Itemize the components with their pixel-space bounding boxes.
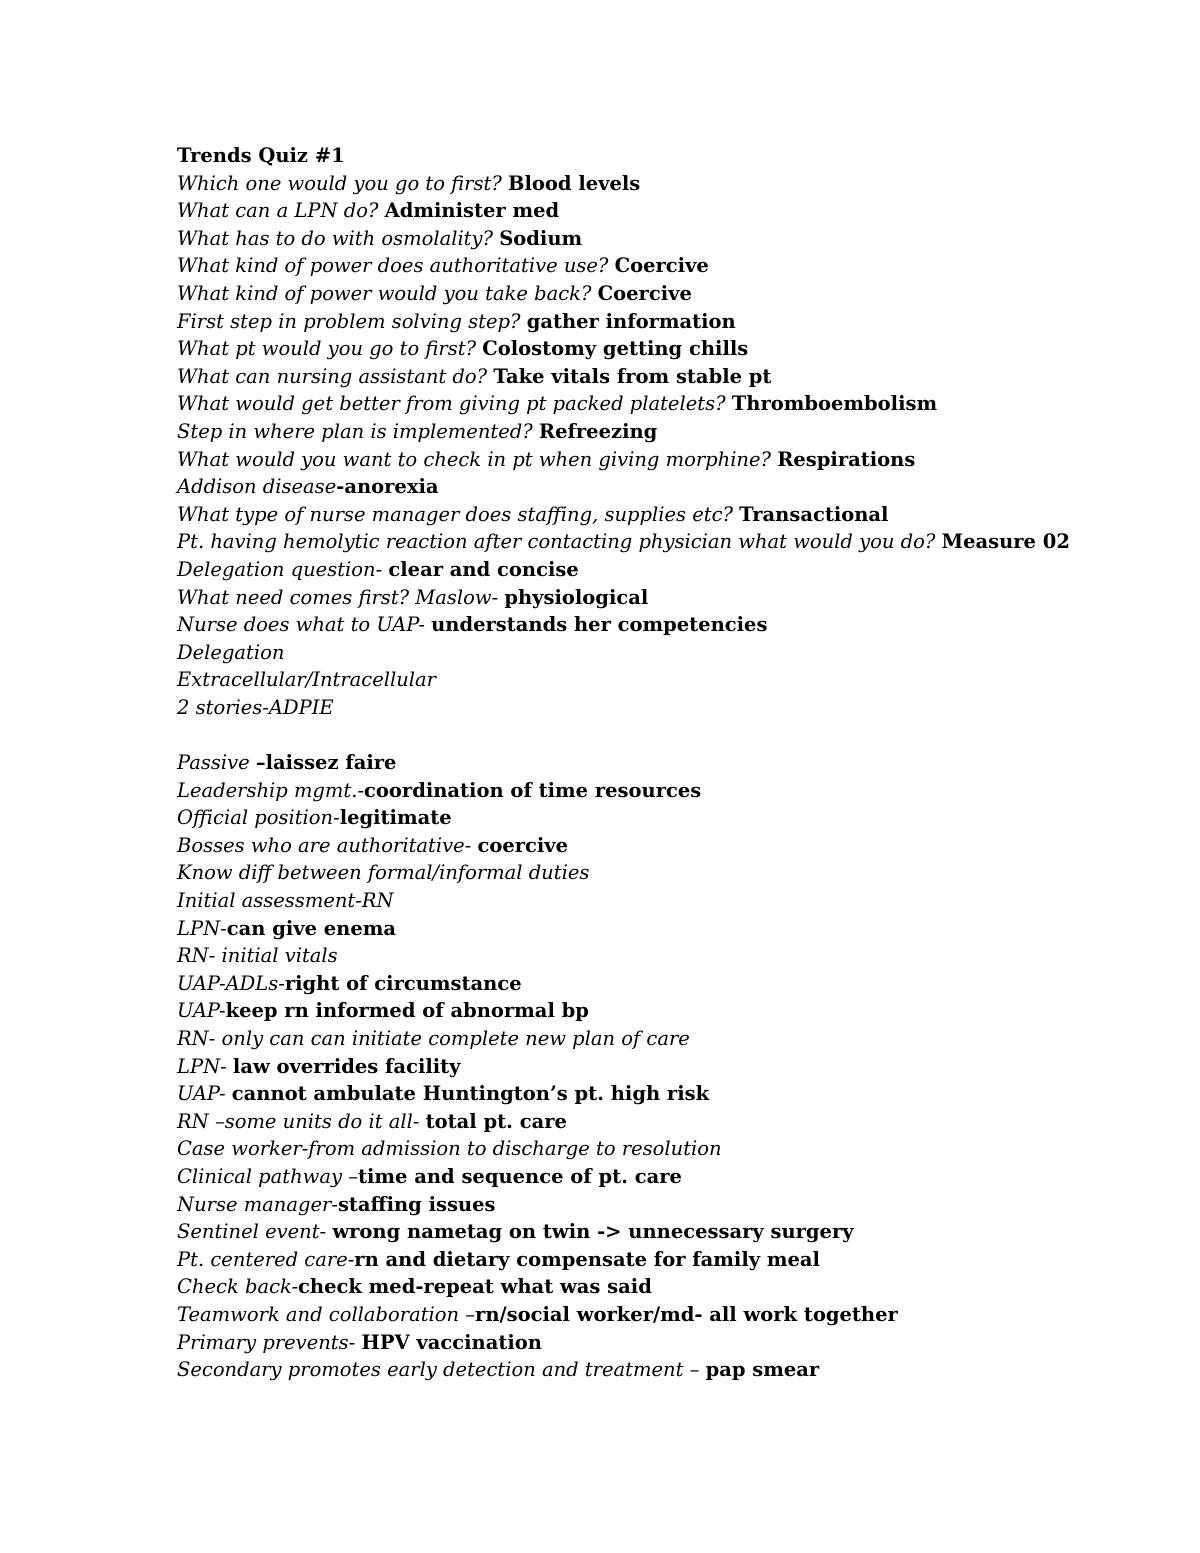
note-line — [177, 528, 1137, 556]
note-question: Delegation — [177, 640, 285, 664]
note-line — [177, 335, 1137, 363]
note-question: Primary prevents- — [177, 1330, 362, 1354]
note-line — [177, 1053, 1137, 1081]
note-line — [177, 390, 1137, 418]
note-line — [177, 997, 1137, 1025]
note-line — [177, 473, 1137, 501]
note-line — [177, 859, 1137, 887]
note-line — [177, 915, 1137, 943]
note-question: Initial assessment-RN — [177, 889, 394, 913]
note-answer: pap smear — [705, 1358, 820, 1382]
note-line — [177, 308, 1137, 336]
note-answer: –laissez faire — [255, 751, 397, 775]
note-question: Pt. centered care- — [177, 1247, 355, 1271]
note-answer: can give enema — [226, 916, 397, 940]
note-line — [177, 252, 1137, 280]
note-question: First step in problem solving step? — [177, 309, 527, 333]
note-question: What has to do with osmolality? — [177, 226, 500, 250]
note-line — [177, 1025, 1137, 1053]
note-line — [177, 170, 1137, 198]
note-question: Leadership mgmt.- — [177, 778, 365, 802]
note-question: Case worker-from admission to discharge to resolution — [177, 1137, 722, 1161]
note-line — [177, 1163, 1137, 1191]
note-line — [177, 1080, 1137, 1108]
note-line — [177, 197, 1137, 225]
note-question: What need comes first? Maslow- — [177, 585, 505, 609]
note-question: UAP- — [177, 999, 226, 1023]
note-line — [177, 666, 1137, 694]
note-answer: Blood levels — [508, 171, 641, 195]
note-line — [177, 694, 1137, 722]
note-line — [177, 1108, 1137, 1136]
note-question: What would you want to check in pt when giving morphine? — [177, 447, 778, 471]
note-line — [177, 1356, 1137, 1384]
note-question: LPN- — [177, 1054, 233, 1078]
note-line — [177, 777, 1137, 805]
note-answer: law overrides facility — [232, 1054, 461, 1078]
note-answer: Transactional — [739, 502, 889, 526]
document-body — [177, 142, 1137, 1384]
note-answer: Administer med — [384, 199, 560, 223]
note-question: Official position- — [177, 806, 340, 830]
note-line — [177, 804, 1137, 832]
note-question: Teamwork and collaboration – — [177, 1302, 476, 1326]
note-answer: -anorexia — [336, 475, 439, 499]
note-question: RN –some units do it all- — [177, 1109, 426, 1133]
note-line — [177, 280, 1137, 308]
note-question: Secondary promotes early detection and treatment – — [177, 1358, 706, 1382]
note-answer: Respirations — [777, 447, 916, 471]
note-question: Step in where plan is implemented? — [177, 419, 539, 443]
note-answer: physiological — [504, 585, 649, 609]
note-question: LPN- — [177, 916, 227, 940]
note-question: Pt. having hemolytic reaction after contacting physician what would you do? — [177, 530, 942, 554]
note-line — [177, 501, 1137, 529]
note-question: Know diff between formal/informal duties — [177, 861, 590, 885]
note-answer: right of circumstance — [284, 971, 522, 995]
note-line — [177, 1135, 1137, 1163]
note-line — [177, 1329, 1137, 1357]
note-answer: time and sequence of pt. care — [357, 1164, 682, 1188]
note-line — [177, 363, 1137, 391]
note-question: What can nursing assistant do? — [177, 364, 494, 388]
note-answer: total pt. care — [425, 1109, 567, 1133]
note-question: 2 stories-ADPIE — [177, 695, 334, 719]
note-answer: Colostomy getting chills — [482, 337, 749, 361]
note-question: Extracellular/Intracellular — [177, 668, 436, 692]
note-question: UAP-ADLs- — [177, 971, 285, 995]
note-question: Check back- — [177, 1275, 299, 1299]
note-answer: rn and dietary compensate for family meal — [354, 1247, 820, 1271]
note-answer: Thromboembolism — [731, 392, 938, 416]
note-answer: understands her competencies — [431, 613, 768, 637]
note-answer: Sodium — [499, 226, 583, 250]
note-question: RN- only can can initiate complete new plan of care — [177, 1027, 690, 1050]
note-answer: legitimate — [339, 806, 452, 830]
note-question: UAP- — [177, 1082, 232, 1106]
note-answer: HPV vaccination — [361, 1330, 542, 1354]
note-question: Nurse manager- — [177, 1192, 338, 1216]
note-line — [177, 749, 1137, 777]
note-question: What kind of power would you take back? — [177, 281, 598, 305]
note-answer: check med-repeat what was said — [298, 1275, 652, 1299]
note-answer: Coercive — [597, 281, 692, 305]
note-answer: gather information — [526, 309, 736, 333]
note-question: Which one would you go to first? — [177, 171, 508, 195]
note-answer: Take vitals from stable pt — [493, 364, 772, 388]
note-answer: coercive — [477, 833, 569, 857]
note-question: What pt would you go to first? — [177, 337, 483, 361]
note-question: What kind of power does authoritative use? — [177, 254, 615, 278]
note-line — [177, 1191, 1137, 1219]
note-answer: clear and concise — [388, 557, 579, 581]
note-line — [177, 832, 1137, 860]
note-answer: cannot ambulate Huntington’s pt. high risk — [231, 1082, 710, 1106]
note-line — [177, 887, 1137, 915]
note-line — [177, 611, 1137, 639]
note-answer: Coercive — [614, 254, 709, 278]
note-question: Bosses who are authoritative- — [177, 833, 478, 857]
note-line — [177, 556, 1137, 584]
note-answer: coordination of time resources — [364, 778, 702, 802]
note-line — [177, 1301, 1137, 1329]
note-line — [177, 1218, 1137, 1246]
note-answer: Measure 02 — [941, 530, 1070, 554]
note-question: What would get better from giving pt packed platelets? — [177, 392, 732, 416]
note-question: Clinical pathway – — [177, 1164, 358, 1188]
note-answer: Refreezing — [538, 419, 658, 443]
document-title: Trends Quiz #1 — [177, 144, 345, 167]
note-answer: staffing issues — [337, 1192, 496, 1216]
note-question: Addison disease — [177, 475, 337, 499]
note-answer: keep rn informed of abnormal bp — [225, 999, 589, 1023]
section-two — [177, 749, 1137, 1384]
note-line — [177, 942, 1137, 970]
note-line — [177, 1273, 1137, 1301]
note-question: RN- initial vitals — [177, 944, 338, 968]
note-question: Delegation question- — [177, 557, 389, 581]
note-line — [177, 639, 1137, 667]
note-line — [177, 446, 1137, 474]
note-question: What type of nurse manager does staffing, supplies etc? — [177, 502, 740, 526]
note-line — [177, 225, 1137, 253]
section-one — [177, 170, 1137, 722]
note-line — [177, 1246, 1137, 1274]
note-line — [177, 970, 1137, 998]
note-question: Passive — [177, 751, 256, 775]
note-line — [177, 418, 1137, 446]
note-question: What can a LPN do? — [177, 199, 385, 223]
note-line — [177, 584, 1137, 612]
note-question: Nurse does what to UAP- — [177, 613, 432, 637]
note-answer: rn/social worker/md- all work together — [475, 1302, 898, 1326]
note-answer: wrong nametag on twin -> unnecessary surgery — [332, 1220, 854, 1244]
note-question: Sentinel event- — [177, 1220, 333, 1244]
section-gap — [177, 721, 1137, 749]
